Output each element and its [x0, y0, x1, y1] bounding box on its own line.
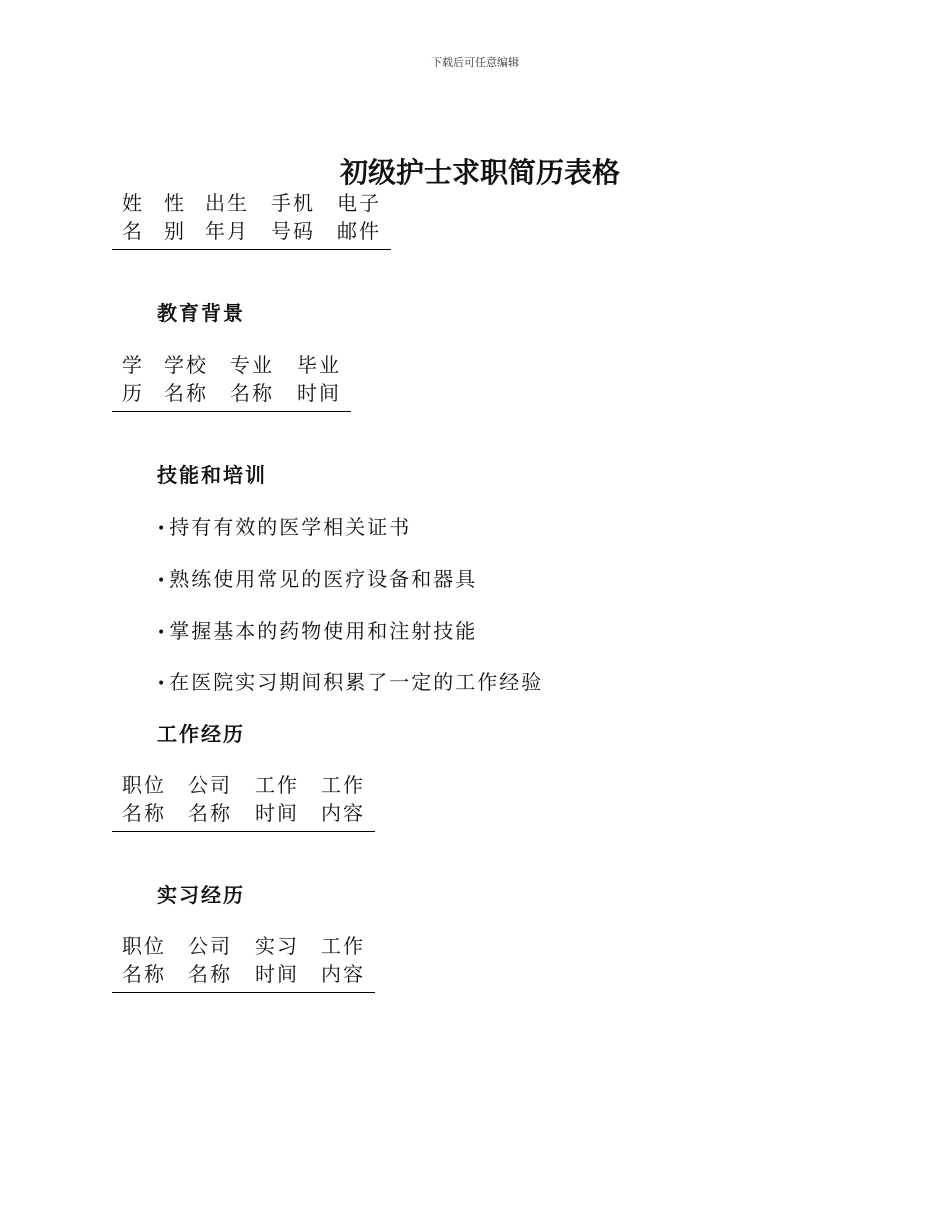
col-position: 职位 名称 — [122, 934, 166, 986]
col-company: 公司 名称 — [188, 934, 232, 986]
skill-item: • 掌握基本的药物使用和注射技能 — [157, 619, 478, 643]
col-gender: 性 别 — [164, 191, 186, 243]
bullet-dot-icon: • — [157, 572, 168, 589]
internship-heading: 实习经历 — [157, 883, 245, 907]
col-position: 职位 名称 — [122, 773, 166, 825]
col-company: 公司 名称 — [188, 773, 232, 825]
col-work-content: 工作 内容 — [321, 773, 365, 825]
col-internship-time: 实习 时间 — [255, 934, 299, 986]
col-school: 学校 名称 — [164, 353, 208, 405]
skills-heading: 技能和培训 — [157, 463, 267, 487]
bullet-dot-icon: • — [157, 520, 168, 537]
personal-info-table — [112, 189, 391, 250]
col-phone: 手机 号码 — [271, 191, 315, 243]
page-title: 初级护士求职简历表格 — [339, 156, 620, 189]
col-email: 电子 邮件 — [337, 191, 381, 243]
education-table — [112, 351, 351, 412]
work-heading: 工作经历 — [157, 722, 245, 746]
internship-table — [112, 932, 375, 993]
bullet-dot-icon: • — [157, 675, 168, 692]
col-degree: 学 历 — [122, 353, 144, 405]
bullet-dot-icon: • — [157, 624, 168, 641]
col-major: 专业 名称 — [230, 353, 274, 405]
col-graduation: 毕业 时间 — [297, 353, 341, 405]
col-birth: 出生 年月 — [205, 191, 249, 243]
work-table — [112, 771, 375, 832]
skill-item: • 持有有效的医学相关证书 — [157, 515, 412, 539]
education-heading: 教育背景 — [157, 301, 245, 325]
col-name: 姓 名 — [122, 191, 144, 243]
col-work-content: 工作 内容 — [321, 934, 365, 986]
skill-item: • 熟练使用常见的医疗设备和器具 — [157, 567, 478, 591]
header-watermark: 下载后可任意编辑 — [431, 56, 519, 69]
skill-item: • 在医院实习期间积累了一定的工作经验 — [157, 670, 544, 694]
col-work-time: 工作 时间 — [255, 773, 299, 825]
